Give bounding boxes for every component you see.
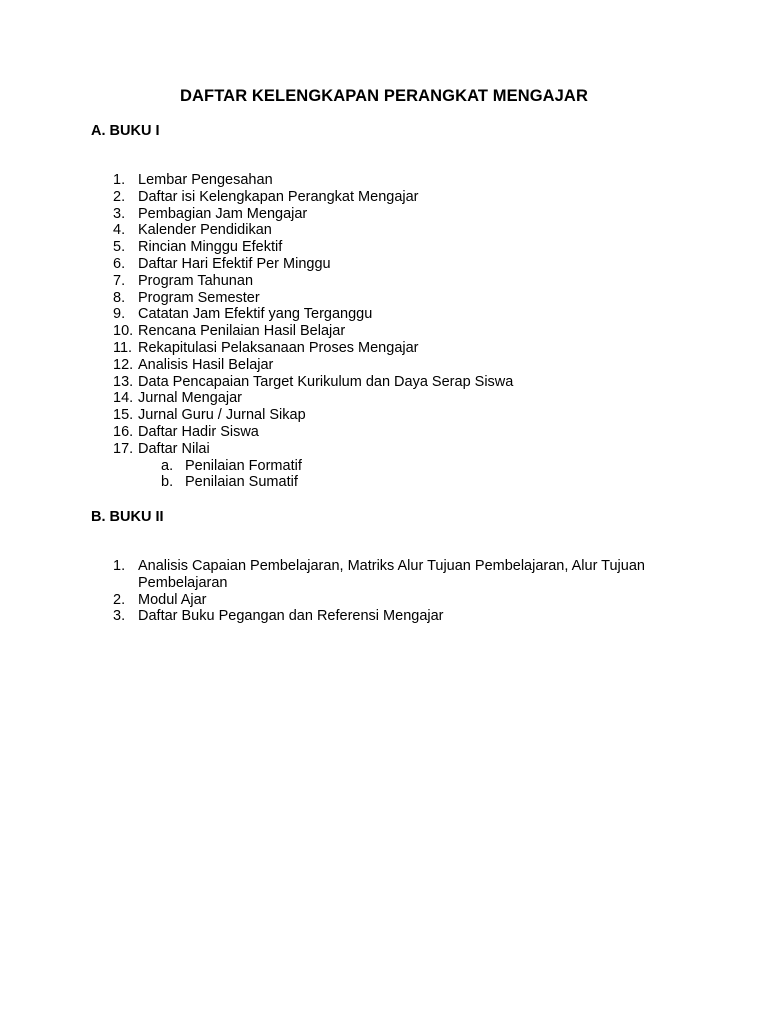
sub-list-item <box>0 458 768 475</box>
list-item-number: 1. <box>113 172 126 188</box>
sub-list-item-letter: a. <box>161 457 174 474</box>
list-item-text: Daftar Buku Pegangan dan Referensi Mengajar <box>138 608 444 625</box>
list-item-text: Daftar Hadir Siswa <box>138 423 259 440</box>
list-item-number: 5. <box>113 239 126 256</box>
list-item <box>0 222 768 239</box>
section-heading-buku-1: A. BUKU I <box>91 123 160 139</box>
sub-list-item-text: Penilaian Sumatif <box>185 474 298 491</box>
list-item-number: 11. <box>113 339 133 356</box>
list-item-number: 4. <box>113 222 126 239</box>
list-item-text: Daftar isi Kelengkapan Perangkat Mengajar <box>138 188 419 205</box>
list-item-number: 1. <box>113 558 126 574</box>
list-item-text: Daftar Nilai <box>138 440 210 457</box>
list-item-text: Jurnal Mengajar <box>138 390 242 407</box>
list-item-number: 7. <box>113 272 126 289</box>
list-item <box>0 256 768 273</box>
list-item-number: 12. <box>113 356 134 373</box>
list-item <box>0 189 768 206</box>
list-item-number: 16. <box>113 423 134 440</box>
list-item <box>0 407 768 424</box>
list-item <box>0 290 768 307</box>
list-item-number: 15. <box>113 407 134 424</box>
sub-list-item <box>0 474 768 491</box>
list-item-number: 2. <box>113 591 126 608</box>
list-item <box>0 592 768 609</box>
list-item-text: Analisis Capaian Pembelajaran, Matriks Alur Tujuan Pembelajaran, Alur Tujuan Pembelajaran <box>138 558 645 591</box>
list-item-text: Modul Ajar <box>138 591 207 608</box>
list-item <box>0 424 768 441</box>
buku-1-list <box>0 172 768 491</box>
list-item-number: 6. <box>113 255 126 272</box>
list-item <box>0 441 768 458</box>
list-item <box>0 390 768 407</box>
list-item-text: Program Semester <box>138 289 260 306</box>
list-item-number: 17. <box>113 440 134 457</box>
sub-list-item-text: Penilaian Formatif <box>185 457 302 474</box>
list-item-text: Rekapitulasi Pelaksanaan Proses Mengajar <box>138 339 419 356</box>
list-item-text: Rencana Penilaian Hasil Belajar <box>138 323 346 340</box>
list-item <box>0 172 768 189</box>
list-item <box>0 357 768 374</box>
list-item-text: Rincian Minggu Efektif <box>138 239 283 256</box>
list-item-number: 10. <box>113 323 134 340</box>
list-item-number: 8. <box>113 289 126 306</box>
list-item-text: Lembar Pengesahan <box>138 172 273 188</box>
list-item <box>0 273 768 290</box>
list-item-text: Analisis Hasil Belajar <box>138 356 274 373</box>
list-item <box>0 558 768 592</box>
list-item-number: 9. <box>113 306 126 323</box>
list-item-text: Pembagian Jam Mengajar <box>138 205 308 222</box>
list-item <box>0 323 768 340</box>
list-item-text: Daftar Hari Efektif Per Minggu <box>138 255 331 272</box>
list-item-number: 14. <box>113 390 134 407</box>
list-item <box>0 239 768 256</box>
list-item <box>0 206 768 223</box>
buku-2-list <box>0 558 768 625</box>
list-item <box>0 340 768 357</box>
list-item <box>0 374 768 391</box>
list-item-text: Catatan Jam Efektif yang Terganggu <box>138 306 373 323</box>
document-title: DAFTAR KELENGKAPAN PERANGKAT MENGAJAR <box>180 87 588 105</box>
list-item-number: 3. <box>113 205 126 222</box>
list-item-text: Data Pencapaian Target Kurikulum dan Daya Serap Siswa <box>138 373 514 390</box>
list-item-number: 3. <box>113 608 126 625</box>
list-item-number: 2. <box>113 188 126 205</box>
section-heading-buku-2: B. BUKU II <box>91 509 164 525</box>
list-item-number: 13. <box>113 373 134 390</box>
list-item-text: Kalender Pendidikan <box>138 222 272 239</box>
list-item-text: Jurnal Guru / Jurnal Sikap <box>138 407 306 424</box>
list-item <box>0 306 768 323</box>
sub-list-item-letter: b. <box>161 474 174 491</box>
list-item-text: Program Tahunan <box>138 272 254 289</box>
list-item <box>0 608 768 625</box>
